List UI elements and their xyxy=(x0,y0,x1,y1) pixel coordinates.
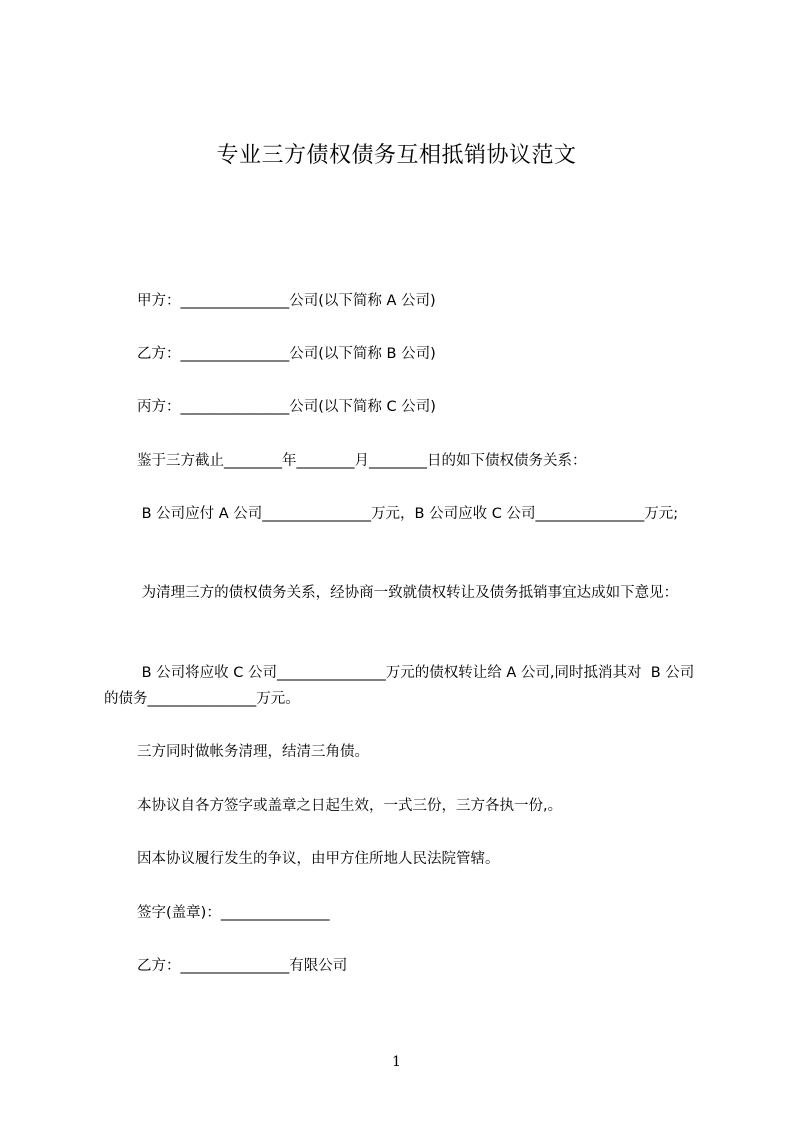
signature-line: 签字(盖章)：_______________ xyxy=(137,905,330,921)
jurisdiction-clause-paragraph: 因本协议履行发生的争议，由甲方住所地人民法院管辖。 xyxy=(137,851,500,867)
page-number: 1 xyxy=(392,1054,401,1070)
clearing-clause-paragraph: 三方同时做帐务清理，结清三角债。 xyxy=(137,744,369,760)
effectiveness-clause-paragraph: 本协议自各方签字或盖章之日起生效，一式三份，三方各执一份,。 xyxy=(137,798,563,814)
party-b-line: 乙方：_______________公司(以下简称 B 公司) xyxy=(137,346,436,362)
party-b-signature-line: 乙方：_______________有限公司 xyxy=(137,958,348,974)
document-title: 专业三方债权债务互相抵销协议范文 xyxy=(216,143,577,168)
party-a-line: 甲方：_______________公司(以下简称 A 公司) xyxy=(137,293,436,309)
debt-relationship-paragraph: B 公司应付 A 公司_______________万元，B 公司应收 C 公司_______________万元; xyxy=(137,506,679,522)
party-c-line: 丙方：_______________公司(以下简称 C 公司) xyxy=(137,399,436,415)
recital-paragraph: 鉴于三方截止________年________月________日的如下债权债务关系： xyxy=(137,453,587,469)
purpose-paragraph: 为清理三方的债权债务关系，经协商一致就债权转让及债务抵销事宜达成如下意见： xyxy=(137,585,679,601)
transfer-clause-paragraph: B 公司将应收 C 公司_______________万元的债权转让给 A 公司,同时抵消其对 B 公司的债务_______________万元。 xyxy=(104,665,695,707)
